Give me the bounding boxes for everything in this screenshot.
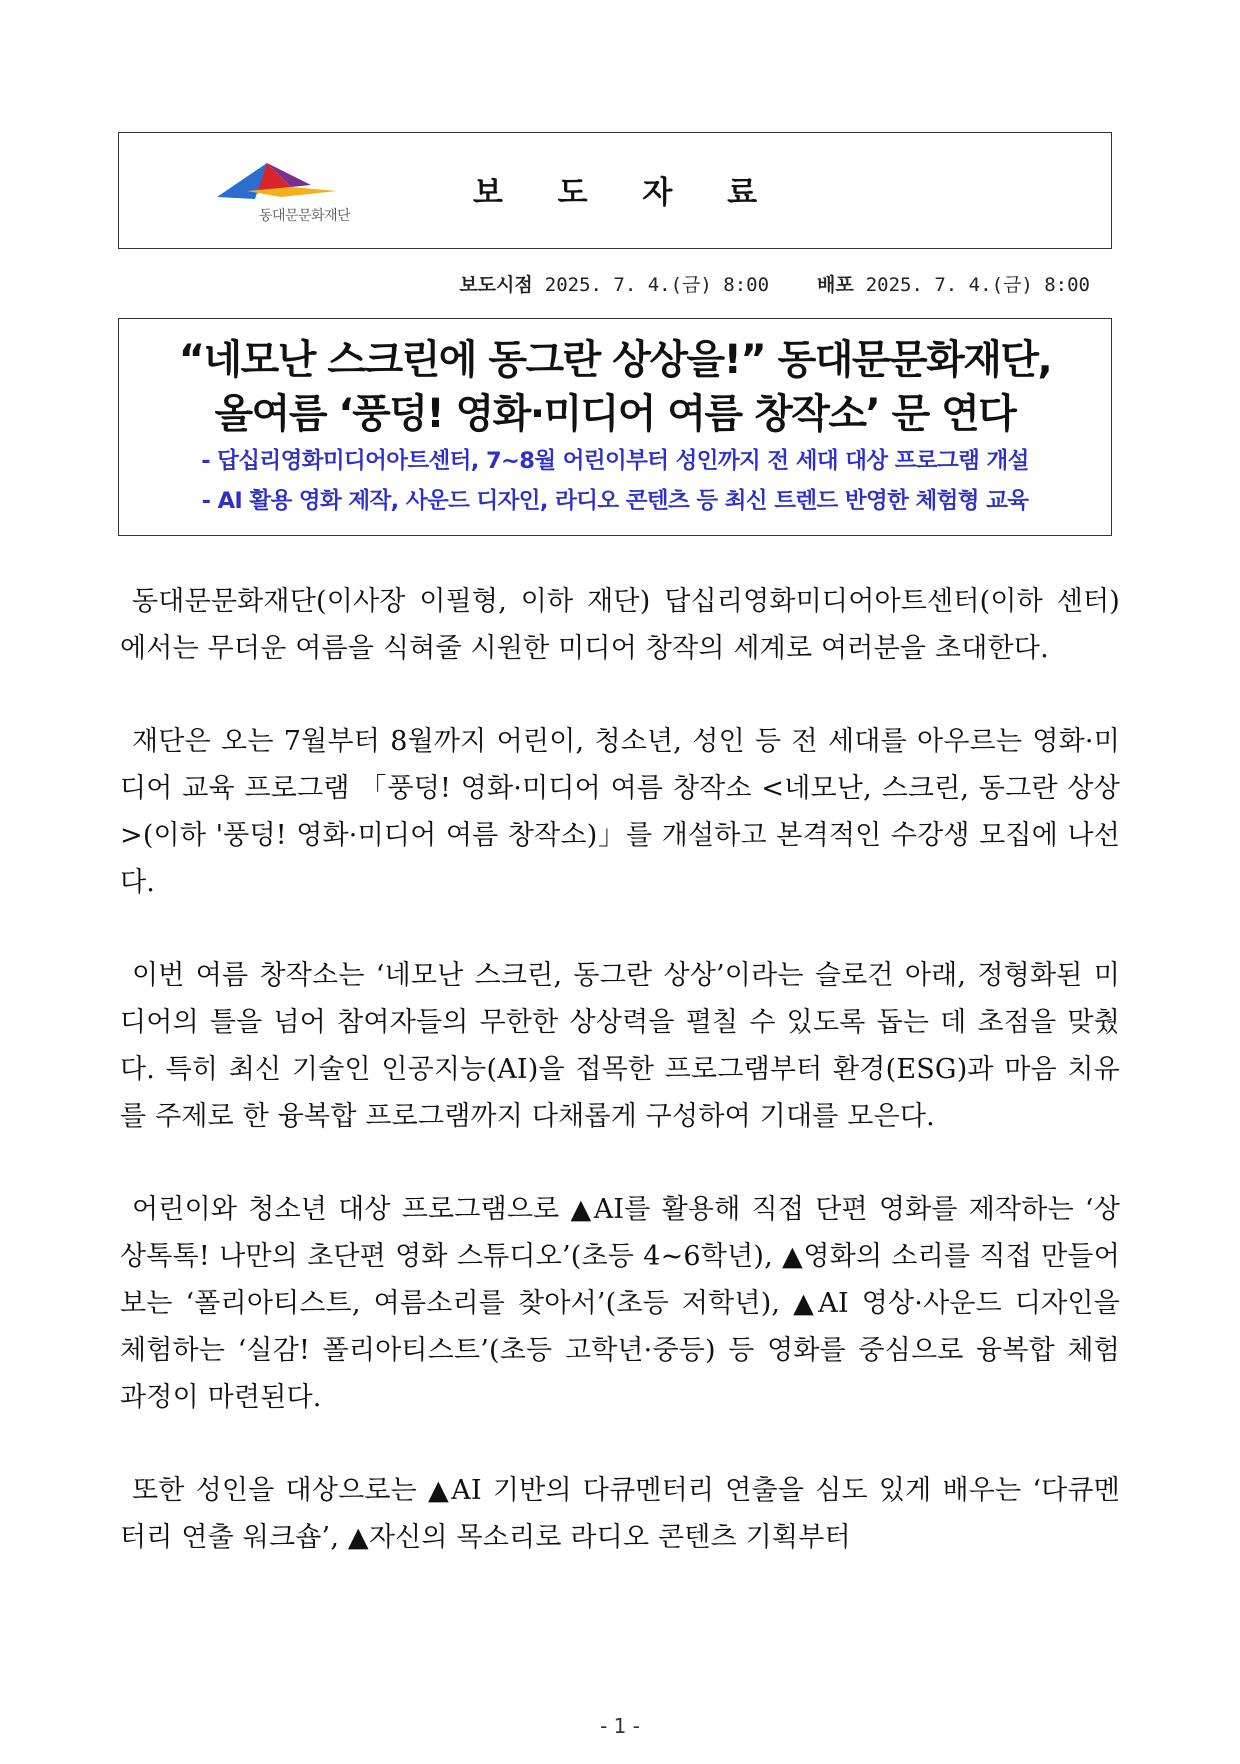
headline-box [118, 318, 1112, 536]
page-title: 보 도 자 료 [472, 175, 780, 211]
paragraph-2: 재단은 오는 7월부터 8월까지 어린이, 청소년, 성인 등 전 세대를 아우르는 영화·미디어 교육 프로그램 「풍덩! 영화·미디어 여름 창작소 <네모난, 스크린, 동그란 상상>(이하 '풍덩! 영화·미디어 여름 창작소)」를 개설하고 본격적인 수강생 모집에 나선다. [120, 726, 1120, 898]
article-body [120, 578, 1120, 1607]
logo-text: 동대문문화재단 [259, 208, 351, 224]
release-time-value: 2025. 7. 4.(금) 8:00 [544, 274, 770, 296]
headline-line-1: “네모난 스크린에 동그란 상상을!” 동대문문화재단, [178, 337, 1052, 383]
paragraph-4: 어린이와 청소년 대상 프로그램으로 ▲AI를 활용해 직접 단편 영화를 제작하는 ‘상상톡톡! 나만의 초단편 영화 스튜디오’(초등 4~6학년), ▲영화의 소리를 직접 만들어보는 ‘폴리아티스트, 여름소리를 찾아서’(초등 저학년), ▲AI 영상·사운드 디자인을 체험하는 ‘실감! 폴리아티스트’(초등 고학년·중등) 등 영화를 중심으로 융복합 체험 과정이 마련된다. [120, 1194, 1120, 1413]
paragraph-1: 동대문문화재단(이사장 이필형, 이하 재단) 답십리영화미디어아트센터(이하 센터)에서는 무더운 여름을 식혀줄 시원한 미디어 창작의 세계로 여러분을 초대한다. [120, 586, 1120, 664]
headline-line-2: 올여름 ‘풍덩! 영화·미디어 여름 창작소’ 문 연다 [214, 391, 1016, 437]
paragraph-3: 이번 여름 창작소는 ‘네모난 스크린, 동그란 상상’이라는 슬로건 아래, 정형화된 미디어의 틀을 넘어 참여자들의 무한한 상상력을 펼칠 수 있도록 돕는 데 초점을 맞췄다. 특히 최신 기술인 인공지능(AI)을 접목한 프로그램부터 환경(ESG)과 마음 치유를 주제로 한 융복합 프로그램까지 다채롭게 구성하여 기대를 모은다. [120, 960, 1120, 1132]
paragraph-5: 또한 성인을 대상으로는 ▲AI 기반의 다큐멘터리 연출을 심도 있게 배우는 ‘다큐멘터리 연출 워크숍’, ▲자신의 목소리로 라디오 콘텐츠 기획부터 [120, 1475, 1120, 1553]
subheading-1: - 답십리영화미디어아트센터, 7~8월 어린이부터 성인까지 전 세대 대상 프로그램 개설 [201, 448, 1029, 474]
headline [119, 333, 1111, 441]
release-dates [459, 270, 1090, 297]
page-number: - 1 - [600, 1714, 640, 1738]
distribution-value: 2025. 7. 4.(금) 8:00 [865, 274, 1090, 296]
press-release-header [118, 132, 1112, 249]
subheading-2: - AI 활용 영화 제작, 사운드 디자인, 라디오 콘텐츠 등 최신 트렌드 반영한 체험형 교육 [201, 488, 1029, 514]
release-time-label: 보도시점 [459, 274, 533, 296]
distribution-label: 배포 [817, 274, 854, 296]
